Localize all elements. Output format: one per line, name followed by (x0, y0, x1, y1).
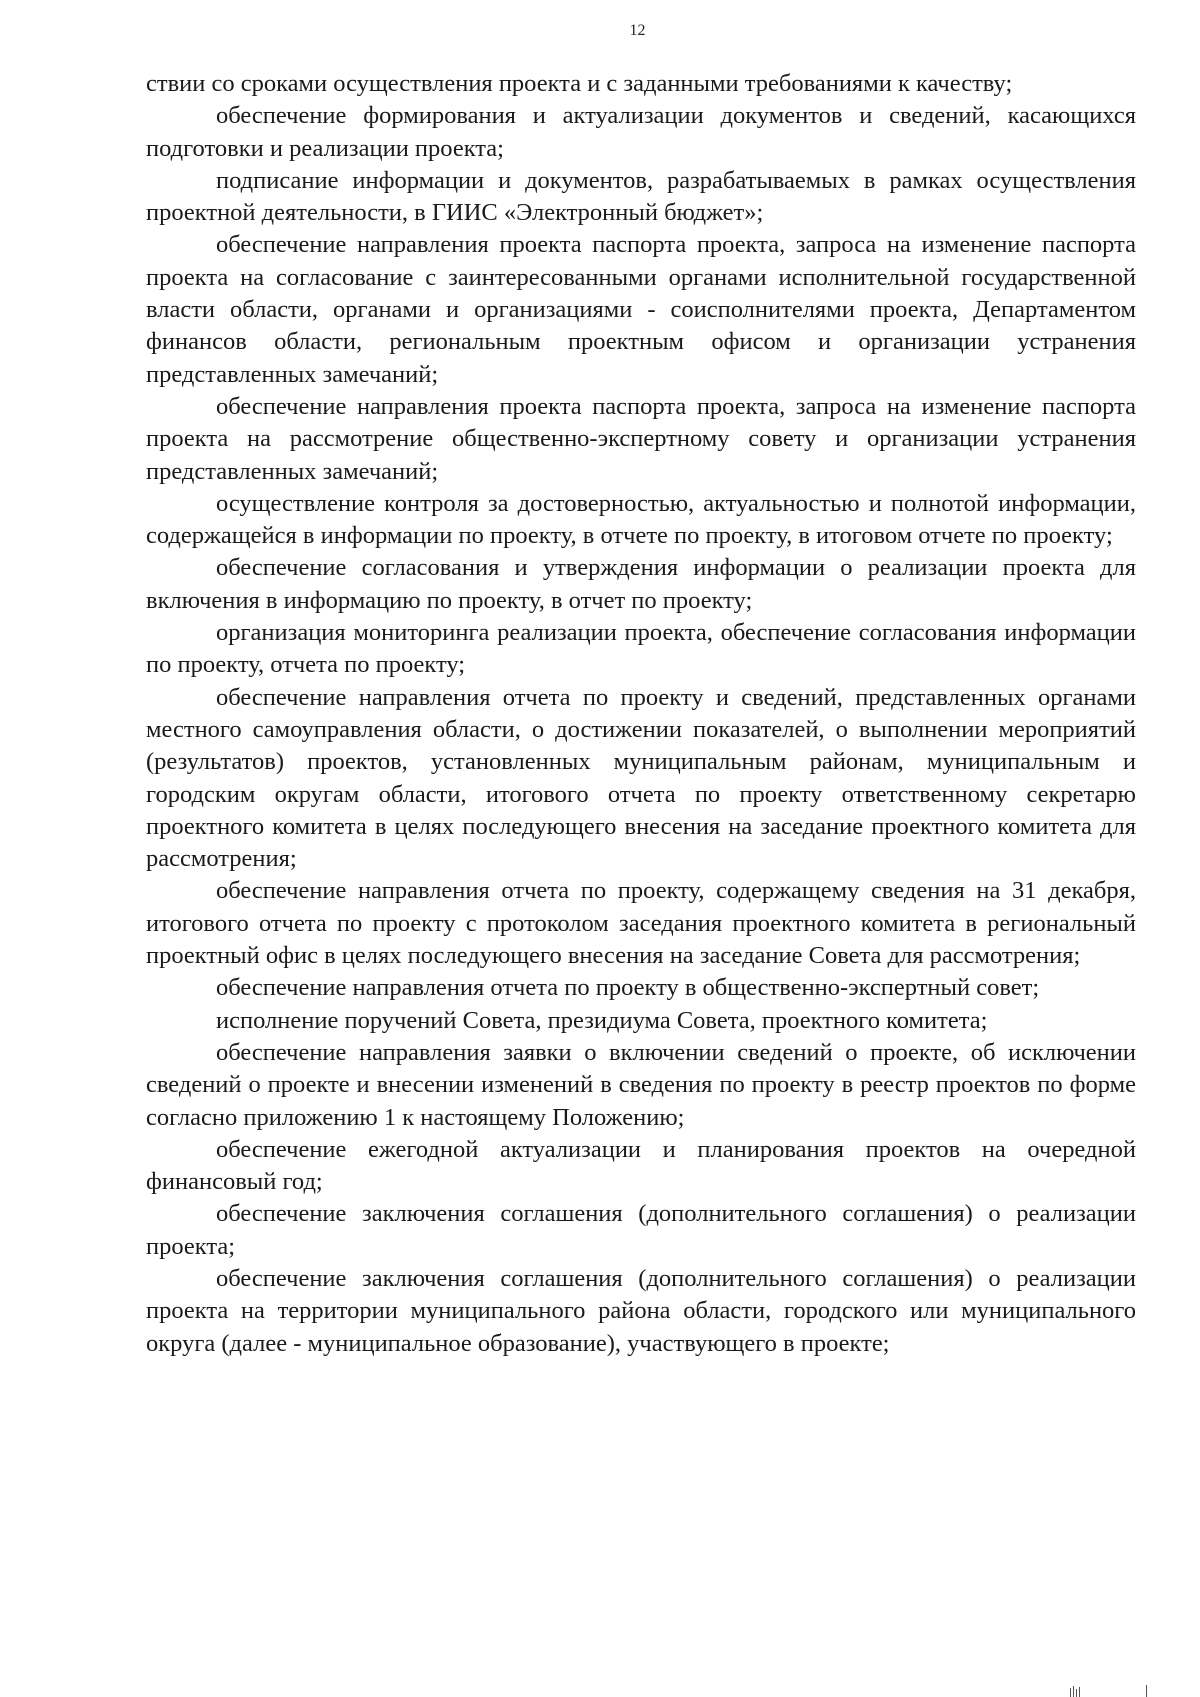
paragraph-item: обеспечение заключения соглашения (дополнительного соглашения) о реализации проекта на территории муниципального района области, городского или муниципального округа (далее - муниципальное образование), участвующего в проекте; (146, 1264, 1136, 1357)
paragraph-item: осуществление контроля за достоверностью, актуальностью и полнотой информации, содержащейся в информации по проекту, в отчете по проекту, в итоговом отчете по проекту; (146, 489, 1136, 550)
paragraph-item: обеспечение формирования и актуализации документов и сведений, касающихся подготовки и реализации проекта; (146, 102, 1136, 162)
paragraph-item: организация мониторинга реализации проекта, обеспечение согласования информации по проекту, отчета по проекту; (146, 619, 1136, 679)
paragraph-item: подписание информации и документов, разрабатываемых в рамках осуществления проектной деятельности, в ГИИС «Электронный бюджет»; (146, 166, 1136, 227)
paragraph-continuation: ствии со сроками осуществления проекта и с заданными требованиями к качеству; (146, 70, 1013, 97)
paragraph-item: обеспечение направления отчета по проекту, содержащему сведения на 31 декабря, итогового отчета по проекту с протоколом заседания проектного комитета в региональный проектный офис в целях последующего внесения на заседание Совета для рассмотрения; (146, 877, 1136, 970)
paragraph-item: исполнение поручений Совета, президиума Совета, проектного комитета; (216, 1006, 988, 1034)
paragraph-item: обеспечение заключения соглашения (дополнительного соглашения) о реализации проекта; (146, 1200, 1136, 1260)
paragraph-item: обеспечение направления отчета по проекту и сведений, представленных органами местного самоуправления области, о достижении показателей, о выполнении мероприятий (результатов) проектов, установленных муниципальным районам, муниципальным и городским округам области, итогового отчета по проекту ответственному секретарю проектного комитета в целях последующего внесения на заседание проектного комитета для рассмотрения; (146, 683, 1136, 873)
paragraph-item: обеспечение направления проекта паспорта проекта, запроса на изменение паспорта проекта на рассмотрение общественно-экспертному совету и организации устранения представленных замечаний; (146, 392, 1136, 485)
paragraph-item: обеспечение ежегодной актуализации и планирования проектов на очередной финансовый год; (146, 1135, 1136, 1196)
paragraph-item: обеспечение направления отчета по проекту в общественно-экспертный совет; (216, 974, 1040, 1002)
page-number: 12 (629, 22, 646, 39)
paragraph-item: обеспечение направления заявки о включении сведений о проекте, об исключении сведений о проекте и внесении изменений в сведения по проекту в реестр проектов по форме согласно приложению 1 к настоящему Положению; (146, 1038, 1136, 1131)
document-body (146, 68, 1136, 1360)
paragraph-item: обеспечение согласования и утверждения информации о реализации проекта для включения в информацию по проекту, в отчет по проекту; (146, 554, 1136, 614)
scan-artifact-marks (1060, 1683, 1160, 1697)
paragraph-item: обеспечение направления проекта паспорта проекта, запроса на изменение паспорта проекта на согласование с заинтересованными органами исполнительной государственной власти области, органами и организациями - соисполнителями проекта, Департаментом финансов области, региональным проектным офисом и организации устранения представленных замечаний; (146, 231, 1136, 388)
